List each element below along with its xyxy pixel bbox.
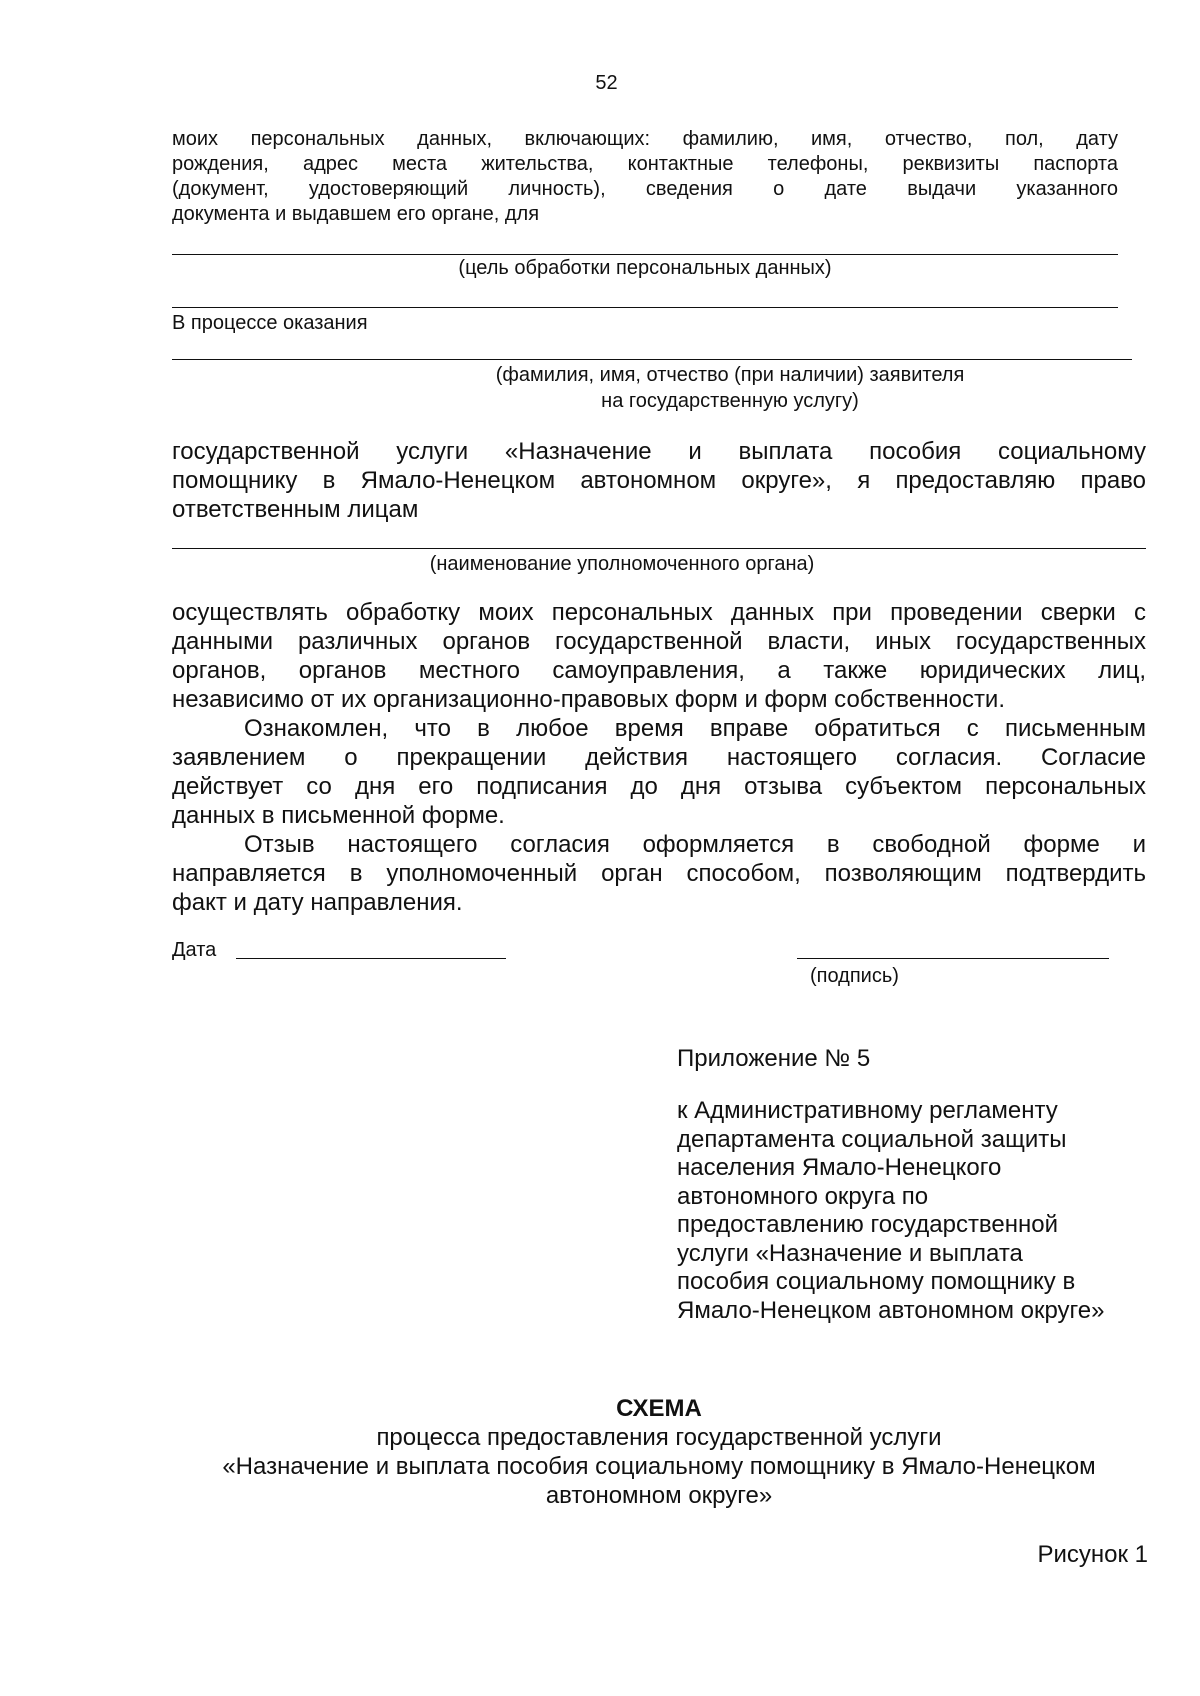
text-line: рождения, адрес места жительства, контактные телефоны, реквизиты паспорта <box>172 153 1118 175</box>
in-process-label: В процессе оказания <box>172 312 368 334</box>
text-line: действует со дня его подписания до дня отзыва субъектом персональных <box>172 773 1146 800</box>
appendix-line: пособия социальному помощнику в <box>677 1268 1076 1295</box>
scheme-line: процесса предоставления государственной услуги <box>376 1424 942 1451</box>
personal-data-paragraph <box>172 127 1118 227</box>
date-fill-line <box>236 958 506 959</box>
appendix-line: Ямало-Ненецком автономном округе» <box>677 1296 1105 1324</box>
signature-caption: (подпись) <box>810 965 899 987</box>
scheme-line: «Назначение и выплата пособия социальному помощнику в Ямало-Ненецком <box>222 1453 1096 1480</box>
appendix-line: населения Ямало-Ненецкого <box>677 1154 1002 1181</box>
applicant-fill-line <box>172 359 1132 360</box>
consent-body <box>172 598 1146 917</box>
authority-caption: (наименование уполномоченного органа) <box>429 553 815 575</box>
text-line: осуществлять обработку моих персональных данных при проведении сверки с <box>172 599 1146 626</box>
purpose-fill-line-2 <box>172 307 1118 308</box>
text-line: данными различных органов государственной власти, иных государственных <box>172 628 1146 655</box>
purpose-fill-line <box>172 254 1118 255</box>
page-number: 52 <box>595 72 618 94</box>
scheme-line: автономном округе» <box>545 1482 773 1509</box>
text-line: Ознакомлен, что в любое время вправе обратиться с письменным <box>244 715 1146 742</box>
text-line: государственной услуги «Назначение и выплата пособия социальному <box>172 438 1146 465</box>
text-line: (документ, удостоверяющий личность), сведения о дате выдачи указанного <box>172 178 1118 200</box>
appendix-line: департамента социальной защиты <box>677 1125 1067 1153</box>
appendix-line: услуги «Назначение и выплата <box>677 1239 1023 1267</box>
purpose-caption: (цель обработки персональных данных) <box>458 257 832 279</box>
date-label: Дата <box>172 939 217 961</box>
text-line: факт и дату направления. <box>172 889 463 916</box>
text-line: Отзыв настоящего согласия оформляется в свободной форме и <box>244 831 1146 858</box>
figure-label: Рисунок 1 <box>1037 1541 1148 1568</box>
text-line: данных в письменной форме. <box>172 802 505 829</box>
scheme-title: СХЕМА <box>616 1395 702 1422</box>
appendix-line: автономного округа по <box>677 1182 929 1210</box>
text-line: заявлением о прекращении действия настоящего согласия. Согласие <box>172 744 1146 771</box>
service-paragraph <box>172 437 1146 524</box>
applicant-caption-2: на государственную услугу) <box>601 390 859 412</box>
text-line: органов, органов местного самоуправления, а также юридических лиц, <box>172 657 1146 684</box>
text-line: направляется в уполномоченный орган способом, позволяющим подтвердить <box>172 860 1146 887</box>
text-line: ответственным лицам <box>172 496 419 523</box>
authority-fill-line <box>172 548 1146 549</box>
appendix-text <box>677 1097 1104 1325</box>
text-line: документа и выдавшем его органе, для <box>172 203 540 225</box>
signature-fill-line <box>797 958 1109 959</box>
appendix-title: Приложение № 5 <box>677 1045 871 1072</box>
applicant-caption-1: (фамилия, имя, отчество (при наличии) заявителя <box>495 364 965 386</box>
appendix-line: к Административному регламенту <box>677 1097 1058 1124</box>
text-line: независимо от их организационно-правовых форм и форм собственности. <box>172 686 1006 713</box>
text-line: помощнику в Ямало-Ненецком автономном округе», я предоставляю право <box>172 467 1146 494</box>
text-line: моих персональных данных, включающих: фамилию, имя, отчество, пол, дату <box>172 128 1118 150</box>
appendix-line: предоставлению государственной <box>677 1211 1059 1238</box>
scheme-heading <box>172 1394 1146 1510</box>
